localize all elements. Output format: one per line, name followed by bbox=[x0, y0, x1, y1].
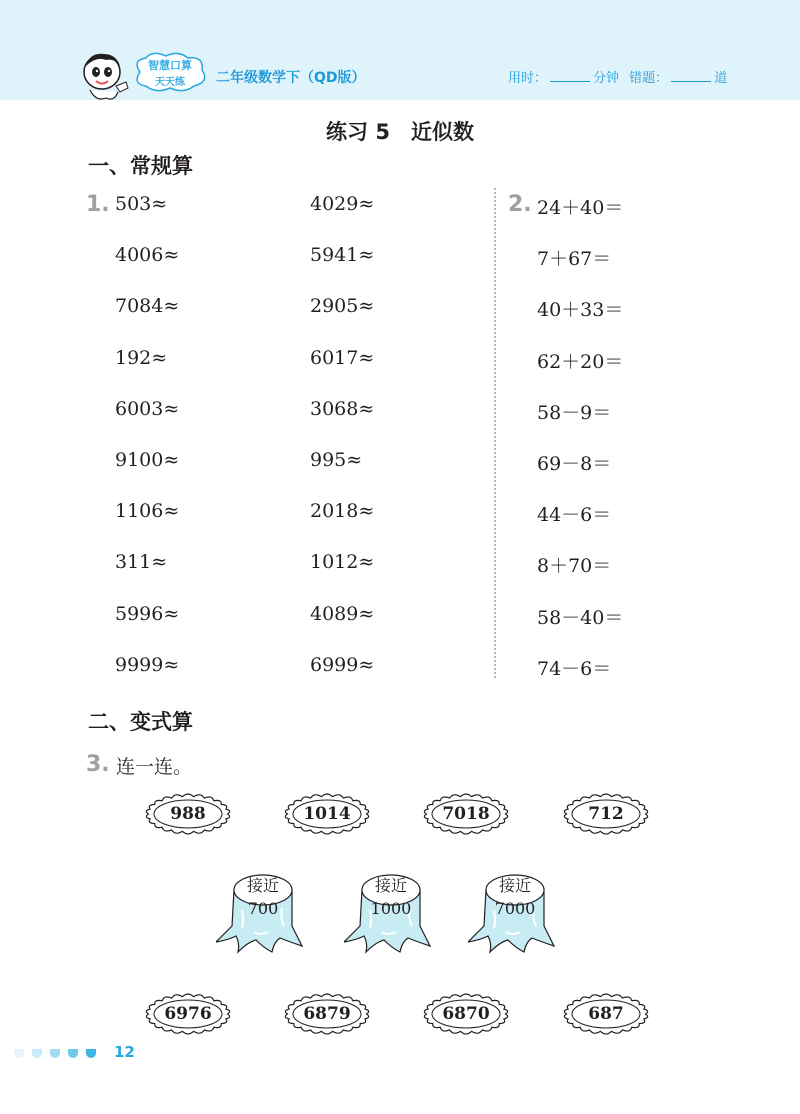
column-divider bbox=[494, 188, 496, 678]
number-oval[interactable] bbox=[423, 793, 509, 835]
arithmetic-item: 58－40＝ bbox=[537, 606, 624, 629]
arithmetic-item: 40＋33＝ bbox=[537, 299, 624, 322]
question-number-3: 3. bbox=[86, 752, 110, 777]
stump-value: 1000 bbox=[370, 899, 412, 918]
stump-label: 接近 bbox=[374, 876, 407, 895]
approx-item: 5996≈ bbox=[115, 602, 180, 625]
approx-item: 995≈ bbox=[310, 449, 363, 471]
section-title-regular: 一、常规算 bbox=[88, 154, 193, 178]
number-oval[interactable] bbox=[284, 993, 370, 1035]
arithmetic-item: 58－9＝ bbox=[537, 401, 612, 424]
approx-item: 4006≈ bbox=[115, 244, 180, 267]
number-oval[interactable] bbox=[145, 993, 231, 1035]
approx-item: 1012≈ bbox=[310, 551, 375, 574]
question-number-2: 2. bbox=[508, 192, 532, 217]
number-oval[interactable] bbox=[145, 793, 231, 835]
minutes-label: 分钟 bbox=[593, 71, 620, 86]
number-oval-value: 988 bbox=[170, 804, 206, 824]
number-oval-value: 687 bbox=[588, 1004, 624, 1024]
book-title: 二年级数学下（QD版） bbox=[216, 70, 366, 86]
stump-value: 700 bbox=[247, 899, 279, 918]
approx-item: 1106≈ bbox=[115, 500, 180, 523]
errors-blank[interactable] bbox=[671, 69, 711, 82]
arithmetic-item: 69－8＝ bbox=[537, 453, 612, 475]
approx-item: 6017≈ bbox=[310, 346, 375, 369]
timing-record bbox=[508, 67, 727, 86]
footer-dots bbox=[12, 1046, 112, 1060]
number-oval[interactable] bbox=[284, 793, 370, 835]
section-title-variant: 二、变式算 bbox=[88, 710, 193, 734]
tree-stump[interactable] bbox=[468, 870, 562, 954]
page-number: 12 bbox=[114, 1043, 135, 1061]
number-oval-value: 7018 bbox=[442, 804, 490, 824]
time-label: 用时： bbox=[508, 71, 548, 86]
lesson-title: 练习 5 近似数 bbox=[326, 120, 474, 144]
number-oval-value: 712 bbox=[588, 804, 624, 824]
arithmetic-item: 7＋67＝ bbox=[537, 248, 612, 271]
brand-logo bbox=[132, 52, 208, 92]
approx-item: 9999≈ bbox=[115, 653, 180, 676]
number-oval[interactable] bbox=[423, 993, 509, 1035]
approx-item: 6999≈ bbox=[310, 653, 375, 676]
arithmetic-item: 24＋40＝ bbox=[537, 197, 624, 219]
approx-item: 311≈ bbox=[115, 551, 168, 574]
arithmetic-item: 8＋70＝ bbox=[537, 555, 612, 578]
approx-item: 503≈ bbox=[115, 193, 168, 215]
number-oval-value: 6870 bbox=[442, 1004, 490, 1024]
brand-line-1: 智慧口算 bbox=[148, 59, 192, 72]
approx-item: 2905≈ bbox=[310, 295, 375, 318]
number-oval-value: 6976 bbox=[164, 1004, 212, 1024]
question-number-1: 1. bbox=[86, 192, 110, 217]
approx-item: 4029≈ bbox=[310, 193, 375, 215]
approx-item: 3068≈ bbox=[310, 397, 375, 420]
approx-item: 6003≈ bbox=[115, 397, 180, 420]
time-blank[interactable] bbox=[550, 69, 590, 82]
count-label: 道 bbox=[714, 71, 728, 86]
tree-stump[interactable] bbox=[216, 870, 310, 954]
approx-item: 2018≈ bbox=[310, 500, 375, 523]
q3-instruction: 连一连。 bbox=[116, 756, 193, 778]
number-oval[interactable] bbox=[563, 793, 649, 835]
tree-stump[interactable] bbox=[344, 870, 438, 954]
approx-item: 4089≈ bbox=[310, 602, 375, 625]
number-oval-value: 6879 bbox=[303, 1004, 351, 1024]
approx-item: 5941≈ bbox=[310, 244, 375, 267]
mascot-icon bbox=[76, 46, 136, 104]
stump-value: 7000 bbox=[494, 899, 536, 918]
approx-item: 7084≈ bbox=[115, 295, 180, 318]
errors-label: 错题： bbox=[629, 71, 669, 86]
arithmetic-item: 44－6＝ bbox=[537, 504, 612, 527]
stump-label: 接近 bbox=[246, 876, 279, 895]
approx-item: 9100≈ bbox=[115, 449, 180, 471]
number-oval-value: 1014 bbox=[303, 804, 351, 824]
arithmetic-item: 74－6＝ bbox=[537, 657, 612, 680]
number-oval[interactable] bbox=[563, 993, 649, 1035]
brand-line-2: 天天练 bbox=[155, 77, 185, 88]
approx-item: 192≈ bbox=[115, 346, 168, 369]
arithmetic-item: 62＋20＝ bbox=[537, 350, 624, 373]
stump-label: 接近 bbox=[498, 876, 531, 895]
